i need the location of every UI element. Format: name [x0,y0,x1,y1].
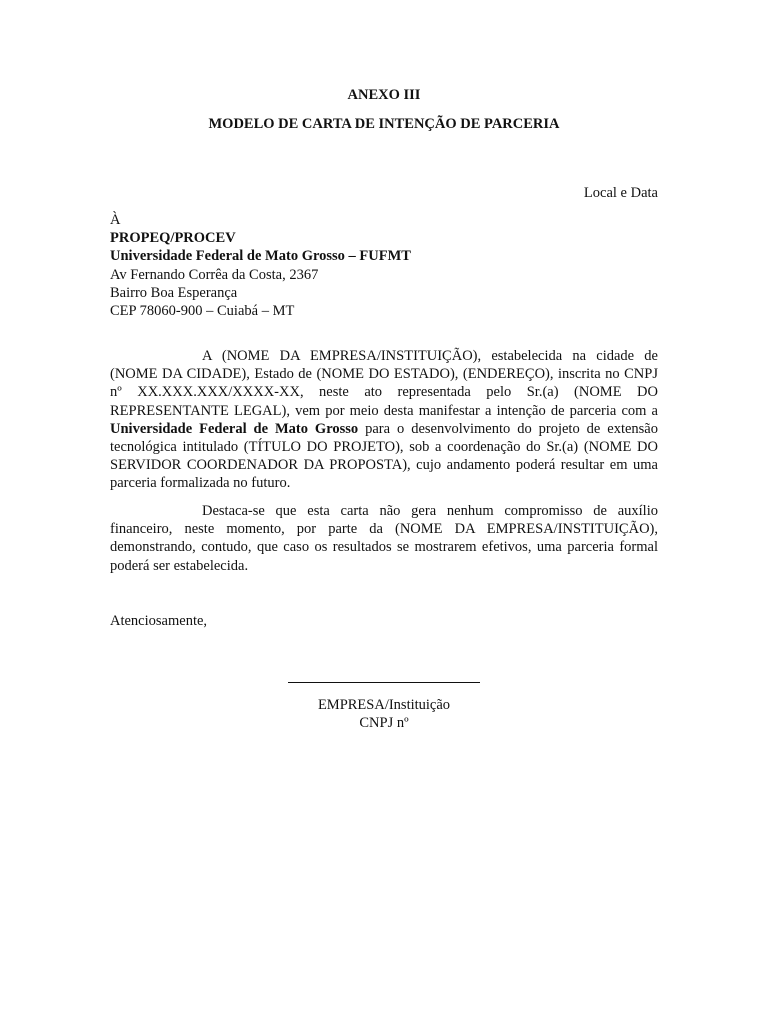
closing-salutation: Atenciosamente, [110,613,208,629]
signature-line [288,682,480,683]
recipient-district: Bairro Boa Esperança [110,284,238,301]
annex-title: ANEXO III [347,87,421,103]
document-page [110,0,658,1024]
recipient-postal: CEP 78060-900 – Cuiabá – MT [110,303,295,320]
paragraph-1-text-end: para o desenvolvimento do projeto de extensão tecnológica intitulado (TÍTULO DO PROJETO), sob a coordenação do Sr.(a) (NOME DO SERVIDOR COORDENADOR DA PROPOSTA), cujo andamento poderá resultar em uma parceria formalizada no futuro. [110,420,658,492]
signature-cnpj: CNPJ nº [359,715,409,731]
recipient-department: PROPEQ/PROCEV [110,230,236,247]
body-paragraph-intent [110,347,658,493]
signature-company: EMPRESA/Instituição [317,697,451,713]
document-title: MODELO DE CARTA DE INTENÇÃO DE PARCERIA [208,116,560,132]
recipient-block [110,211,658,320]
place-date: Local e Data [583,185,658,201]
recipient-street: Av Fernando Corrêa da Costa, 2367 [110,266,319,283]
paragraph-1-text-start: A (NOME DA EMPRESA/INSTITUIÇÃO), estabelecida na cidade de (NOME DA CIDADE), Estado de (NOME DO ESTADO), (ENDEREÇO), inscrita no CNPJ nº XX.XXX.XXX/XXXX-XX, neste ato representada pelo Sr.(a) (NOME DO REPRESENTANTE LEGAL), vem por meio desta manifestar a intenção de parceria com a [110,348,658,419]
recipient-university: Universidade Federal de Mato Grosso – FUFMT [110,248,411,265]
recipient-salutation: À [110,212,121,228]
body-paragraph-disclaimer: Destaca-se que esta carta não gera nenhum compromisso de auxílio financeiro, neste momento, por parte da (NOME DA EMPRESA/INSTITUIÇÃO), demonstrando, contudo, que caso os resultados se mostrarem efetivos, uma parceria formal poderá ser estabelecida. [110,503,658,574]
paragraph-1-university-bold: Universidade Federal de Mato Grosso [110,420,359,437]
